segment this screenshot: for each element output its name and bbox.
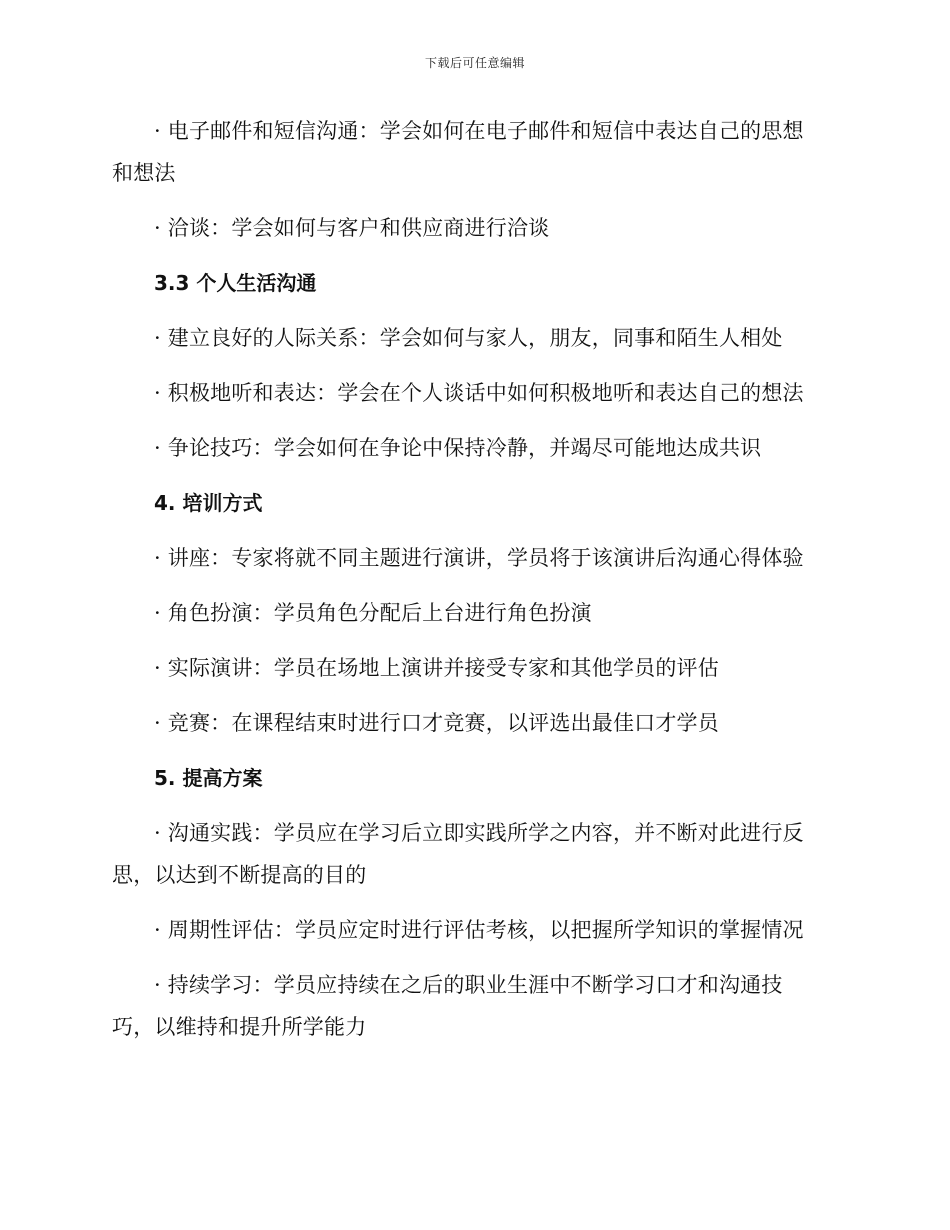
paragraph: · 建立良好的人际关系：学会如何与家人，朋友，同事和陌生人相处 [154, 326, 783, 350]
paragraph: · 电子邮件和短信沟通：学会如何在电子邮件和短信中表达自己的思想和想法 [112, 119, 804, 185]
paragraph: · 实际演讲：学员在场地上演讲并接受专家和其他学员的评估 [154, 656, 719, 680]
section-heading: 5. 提高方案 [154, 766, 263, 790]
paragraph: · 讲座：专家将就不同主题进行演讲，学员将于该演讲后沟通心得体验 [154, 546, 804, 570]
paragraph: · 争论技巧：学会如何在争论中保持冷静，并竭尽可能地达成共识 [154, 436, 762, 460]
section-heading: 4. 培训方式 [154, 491, 263, 515]
section-heading: 3.3 个人生活沟通 [154, 271, 317, 295]
paragraph: · 洽谈：学会如何与客户和供应商进行洽谈 [154, 216, 550, 240]
paragraph: · 竞赛：在课程结束时进行口才竞赛，以评选出最佳口才学员 [154, 711, 719, 735]
paragraph: · 沟通实践：学员应在学习后立即实践所学之内容，并不断对此进行反思，以达到不断提高的目的 [112, 821, 804, 887]
paragraph: · 周期性评估：学员应定时进行评估考核，以把握所学知识的掌握情况 [154, 918, 804, 942]
paragraph: · 角色扮演：学员角色分配后上台进行角色扮演 [154, 601, 592, 625]
header-note: 下载后可任意编辑 [424, 56, 525, 70]
paragraph: · 持续学习：学员应持续在之后的职业生涯中不断学习口才和沟通技巧，以维持和提升所学能力 [112, 973, 783, 1039]
document-content [112, 110, 822, 1061]
paragraph: · 积极地听和表达：学会在个人谈话中如何积极地听和表达自己的想法 [154, 381, 804, 405]
